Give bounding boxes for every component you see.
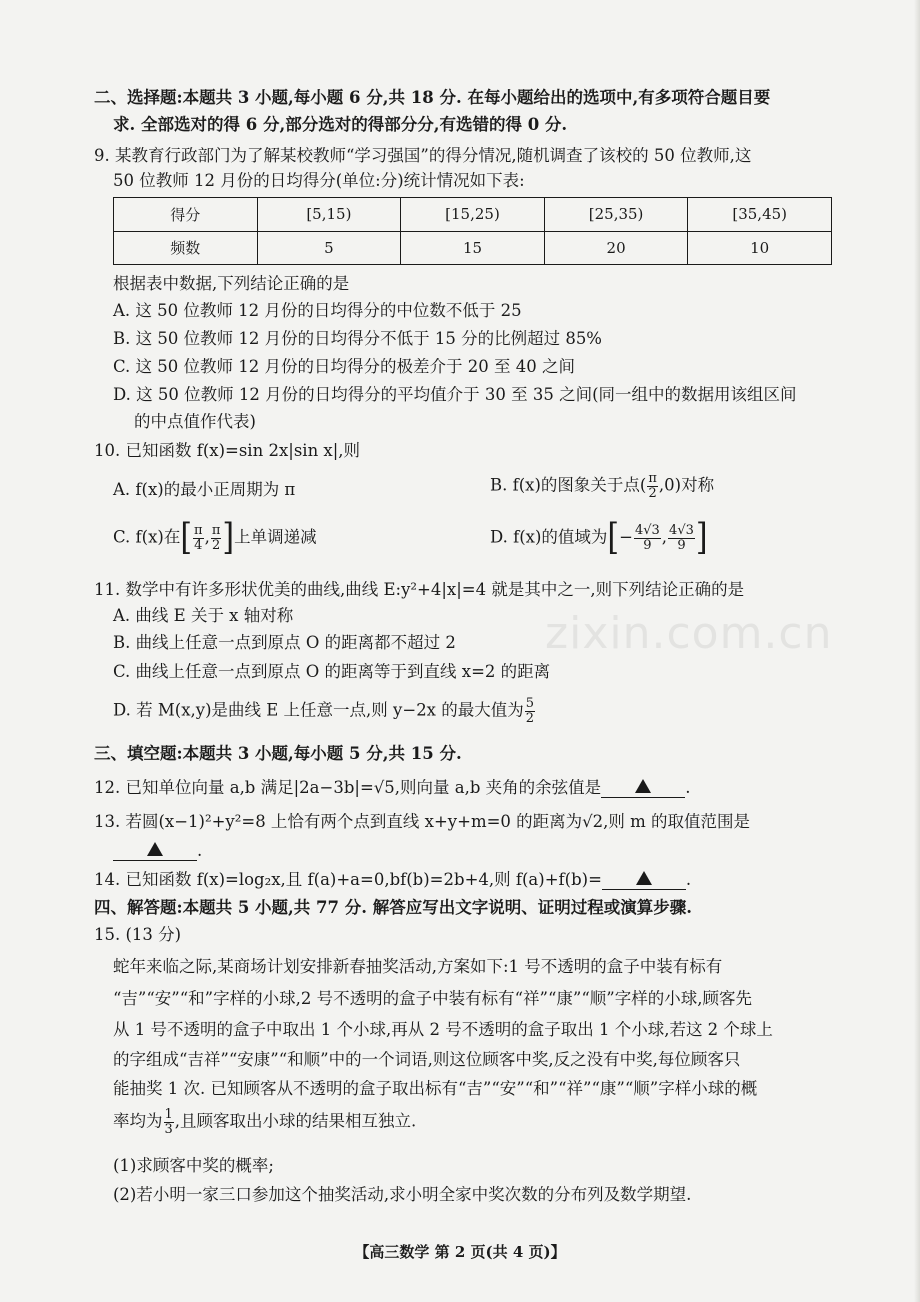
right-bracket: ] [222, 516, 235, 559]
right-bracket: ] [695, 516, 708, 559]
q9-option-a: A. 这 50 位教师 12 月份的日均得分的中位数不低于 25 [113, 301, 522, 320]
scan-edge-shadow [914, 0, 920, 1302]
q15-paragraph-line: 能抽奖 1 次. 已知顾客从不透明的盒子取出标有“吉”“安”“和”“祥”“康”“顺”字样小球的概 [113, 1079, 758, 1098]
answer-blank[interactable] [113, 842, 197, 861]
left-bracket: [ [180, 516, 193, 559]
q10-option-a: A. f(x)的最小正周期为 π [113, 480, 296, 499]
fraction: $\frac{\pi}{4}$ [194, 522, 203, 553]
q15-paragraph-line: 从 1 号不透明的盒子中取出 1 个小球,再从 2 号不透明的盒子取出 1 个小球,若这 2 个球上 [113, 1020, 773, 1039]
q15-title: 15. (13 分) [94, 925, 182, 944]
table-cell-interval: [35,45) [688, 198, 832, 232]
table-header-frequency: 频数 [114, 231, 258, 265]
table-header-score: 得分 [114, 198, 258, 232]
q15-paragraph-line: “吉”“安”“和”字样的小球,2 号不透明的盒子中装有标有“祥”“康”“顺”字样的小球,顾客先 [113, 989, 752, 1008]
page-footer: 【高三数学 第 2 页(共 4 页)】 [354, 1243, 566, 1261]
table-cell-interval: [5,15) [257, 198, 401, 232]
fraction: $\frac{4√3}{9}$ [669, 522, 694, 553]
section3-heading: 三、填空题:本题共 3 小题,每小题 5 分,共 15 分. [94, 744, 462, 763]
frequency-table [113, 197, 832, 265]
q9-stem-line1: 9. 某教育行政部门为了解某校教师“学习强国”的得分情况,随机调查了该校的 50 位教师,这 [94, 146, 752, 165]
q14-stem: 14. 已知函数 f(x)=log₂x,且 f(a)+a=0,bf(b)=2b+4,则 f(a)+f(b)= . [94, 870, 692, 889]
table-cell-count: 15 [401, 231, 545, 265]
table-cell-count: 5 [257, 231, 401, 265]
table-cell-count: 20 [544, 231, 688, 265]
q15-part1: (1)求顾客中奖的概率; [113, 1156, 274, 1175]
q12-stem: 12. 已知单位向量 a,b 满足|2a−3b|=√5,则向量 a,b 夹角的余弦值是 . [94, 778, 691, 797]
answer-blank[interactable] [601, 779, 685, 798]
triangle-icon [636, 871, 652, 885]
fraction: $\frac{\pi}{2}$ [211, 522, 221, 553]
fraction: $\frac{5}{2}$ [525, 696, 535, 726]
q11-stem: 11. 数学中有许多形状优美的曲线,曲线 E:y²+4|x|=4 就是其中之一,则下列结论正确的是 [94, 580, 745, 599]
q13-stem: 13. 若圆(x−1)²+y²=8 上恰有两个点到直线 x+y+m=0 的距离为√2,则 m 的取值范围是 [94, 812, 751, 831]
q15-part2: (2)若小明一家三口参加这个抽奖活动,求小明全家中奖次数的分布列及数学期望. [113, 1185, 692, 1204]
table-cell-count: 10 [688, 231, 832, 265]
q15-paragraph-line: 率均为 $\frac{1}{3}$ ,且顾客取出小球的结果相互独立. [113, 1107, 417, 1137]
q9-option-c: C. 这 50 位教师 12 月份的日均得分的极差介于 20 至 40 之间 [113, 357, 575, 376]
section4-heading: 四、解答题:本题共 5 小题,共 77 分. 解答应写出文字说明、证明过程或演算步骤. [94, 898, 692, 917]
q11-option-b: B. 曲线上任意一点到原点 O 的距离都不超过 2 [113, 633, 456, 652]
q10-option-c: C. f(x)在[ $\frac{\pi}{4}$ , $\frac{\pi}{2}$ ]上单调递减 [113, 516, 317, 559]
table-cell-interval: [15,25) [401, 198, 545, 232]
answer-blank[interactable] [602, 871, 686, 890]
q11-option-d: D. 若 M(x,y)是曲线 E 上任意一点,则 y−2x 的最大值为 $\frac{5}{2}$ [113, 696, 535, 726]
q9-prompt: 根据表中数据,下列结论正确的是 [113, 274, 350, 293]
fraction: $\frac{\pi}{2}$ [648, 471, 657, 501]
q15-paragraph-line: 蛇年来临之际,某商场计划安排新春抽奖活动,方案如下:1 号不透明的盒子中装有标有 [113, 957, 723, 976]
triangle-icon [635, 779, 651, 793]
section2-heading-line1: 二、选择题:本题共 3 小题,每小题 6 分,共 18 分. 在每小题给出的选项中,有多项符合题目要 [94, 88, 771, 107]
q9-option-d-line1: D. 这 50 位教师 12 月份的日均得分的平均值介于 30 至 35 之间(同一组中的数据用该组区间 [113, 385, 797, 404]
q11-option-a: A. 曲线 E 关于 x 轴对称 [113, 606, 294, 625]
table-row [114, 198, 832, 232]
q10-stem: 10. 已知函数 f(x)=sin 2x|sin x|,则 [94, 441, 361, 460]
q10-option-b: B. f(x)的图象关于点( $\frac{\pi}{2}$ ,0)对称 [490, 471, 715, 501]
watermark: zixin.com.cn [545, 608, 833, 659]
q9-stem-line2: 50 位教师 12 月份的日均得分(单位:分)统计情况如下表: [113, 171, 525, 190]
fraction: $\frac{4√3}{9}$ [634, 522, 660, 553]
triangle-icon [147, 842, 163, 856]
q9-option-d-line2: 的中点值作代表) [134, 412, 256, 431]
q13-answer-line: . [113, 841, 202, 861]
q15-paragraph-line: 的字组成“吉祥”“安康”“和顺”中的一个词语,则这位顾客中奖,反之没有中奖,每位顾客只 [113, 1050, 741, 1069]
table-cell-interval: [25,35) [544, 198, 688, 232]
q11-option-c: C. 曲线上任意一点到原点 O 的距离等于到直线 x=2 的距离 [113, 662, 551, 681]
q10-option-d: D. f(x)的值域为[− $\frac{4√3}{9}$ , $\frac{4√3}{9}$ ] [490, 516, 708, 559]
q9-option-b: B. 这 50 位教师 12 月份的日均得分不低于 15 分的比例超过 85% [113, 329, 602, 348]
table-row [114, 231, 832, 265]
section2-heading-line2: 求. 全部选对的得 6 分,部分选对的得部分分,有选错的得 0 分. [113, 115, 568, 134]
fraction: $\frac{1}{3}$ [164, 1107, 173, 1137]
left-bracket: [ [607, 516, 620, 559]
